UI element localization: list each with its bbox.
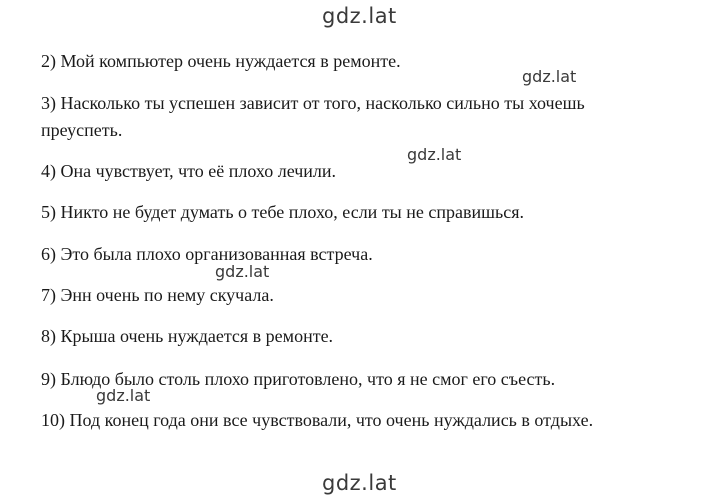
watermark: gdz.lat <box>96 386 151 405</box>
sentence-5: 5) Никто не будет думать о тебе плохо, если ты не справишься. <box>41 202 524 222</box>
sentence-3-line1: 3) Насколько ты успешен зависит от того, насколько сильно ты хочешь <box>41 93 585 113</box>
sentence-10: 10) Под конец года они все чувствовали, что очень нуждались в отдыхе. <box>41 410 594 430</box>
watermark-bottom: gdz.lat <box>322 471 397 495</box>
sentence-7: 7) Энн очень по нему скучала. <box>41 285 274 305</box>
sentence-8: 8) Крыша очень нуждается в ремонте. <box>41 326 334 346</box>
sentence-4: 4) Она чувствует, что её плохо лечили. <box>41 161 337 181</box>
watermark: gdz.lat <box>407 145 462 164</box>
watermark: gdz.lat <box>215 262 270 281</box>
sentence-6: 6) Это была плохо организованная встреча. <box>41 244 373 264</box>
sentence-2: 2) Мой компьютер очень нуждается в ремонте. <box>41 51 401 71</box>
sentence-3-line2: преуспеть. <box>41 120 123 140</box>
sentence-9: 9) Блюдо было столь плохо приготовлено, что я не смог его съесть. <box>41 369 556 389</box>
watermark-top: gdz.lat <box>322 4 397 28</box>
watermark: gdz.lat <box>522 67 577 86</box>
